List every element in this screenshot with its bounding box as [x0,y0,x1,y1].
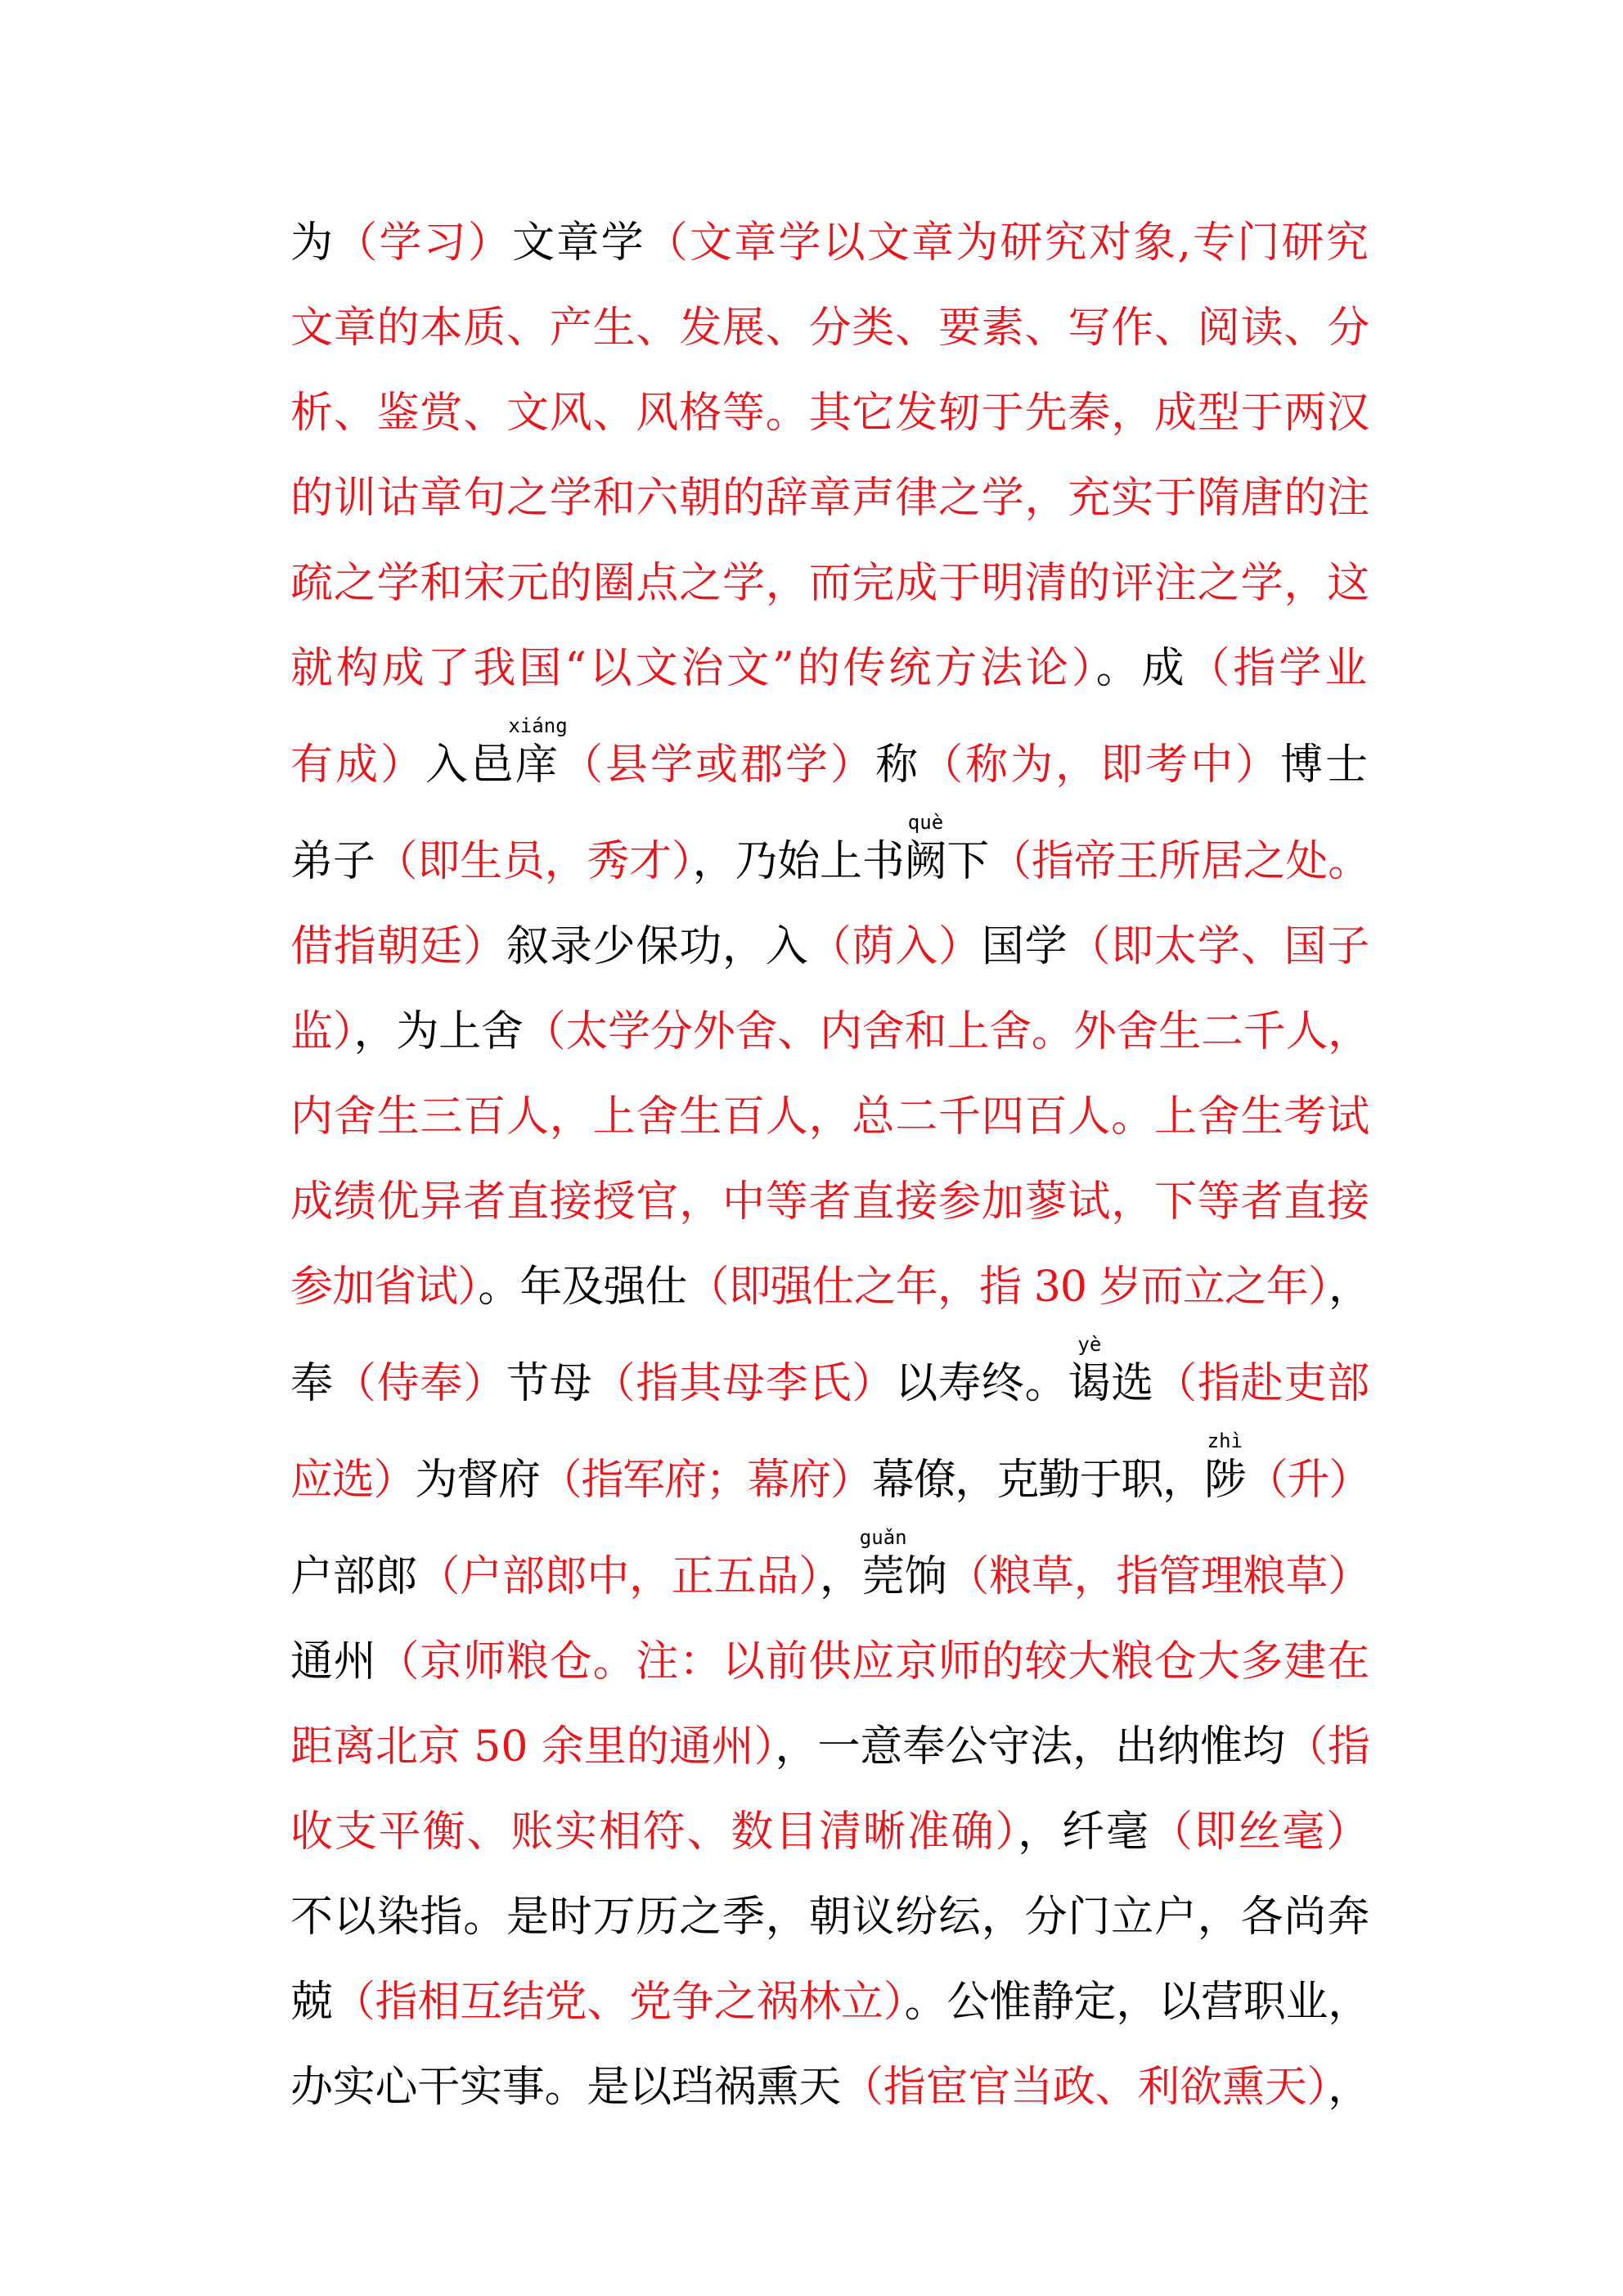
text-line [290,811,1371,904]
annotation-segment: 应选） [290,1456,416,1505]
text-line [290,1790,1370,1875]
text-segment: 文章学 [512,218,645,268]
text-segment: 办实心干实事。是以珰祸熏天 [290,2063,842,2112]
pinyin-annotation: xiáng [508,714,568,737]
ruby-annotated-char [1203,1429,1246,1523]
annotation-segment: （升） [1245,1456,1371,1505]
annotation-segment: （侍奉） [333,1359,507,1408]
text-line [290,1704,1370,1790]
text-segment: ， [820,1552,862,1601]
annotation-segment: 参加省试） [290,1263,479,1312]
annotation-segment: 有成） [290,741,426,790]
text-segment: 陟 [1203,1456,1246,1505]
annotation-segment: （太学分外舍、内舍和上舍。外舍生二千人， [523,1007,1371,1056]
text-line [290,904,1370,989]
annotation-segment: （学习） [335,218,513,268]
text-segment: ，乃始上书 [692,837,905,886]
text-segment: 。成 [1095,644,1188,693]
text-segment: 国学 [981,922,1068,971]
text-segment: 为 [290,218,335,268]
annotation-segment: 文章的本质、产生、发展、分类、要素、写作、阅读、分 [290,304,1371,353]
text-segment: 称 [875,741,921,790]
pinyin-annotation: què [907,811,944,834]
text-segment: ，为上舍 [353,1007,524,1056]
annotation-segment: 内舍生三百人，上舍生百人，总二千四百人。上舍生考试 [290,1092,1371,1141]
annotation-segment: （称为，即考中） [920,741,1281,790]
text-segment: ， [1328,2063,1371,2112]
annotation-segment: （指赴吏部 [1154,1359,1371,1408]
ruby-annotated-char [1068,1333,1112,1426]
text-segment: 阙 [904,837,947,886]
annotation-segment: （即丝毫） [1149,1808,1371,1857]
text-segment: 户部郎 [290,1552,418,1601]
text-line [290,989,1370,1074]
annotation-segment: 析、鉴赏、文风、风格等。其它发轫于先秦，成型于两汉 [290,389,1371,438]
annotation-segment: （指 [1284,1722,1370,1772]
pinyin-annotation: zhì [1207,1429,1243,1452]
annotation-segment: （即太学、国子 [1068,922,1371,971]
annotation-segment: （指相互结党、党争之祸林立） [332,1978,905,2027]
annotation-segment: （指其母李氏） [592,1359,896,1408]
text-line [290,1074,1370,1159]
text-segment: 饷 [904,1552,947,1601]
text-segment: 兢 [290,1978,333,2027]
text-line [290,1159,1370,1245]
text-line [290,1875,1370,1960]
annotation-segment: （粮草，指管理粮草） [946,1552,1371,1601]
annotation-segment: （指学业 [1187,644,1370,693]
text-segment: 。公惟静定，以营职业， [904,1978,1371,2027]
text-segment: 通州 [290,1637,377,1686]
text-line [290,200,1370,286]
annotation-segment: 成绩优异者直接授官，中等者直接参加蓼试，下等者直接 [290,1177,1371,1227]
text-line [290,286,1370,371]
annotation-segment: （指军府；幕府） [539,1456,872,1505]
annotation-segment: （户部郎中，正五品） [417,1552,820,1601]
annotation-segment: 就构成了我国“以文治文”的传统方法论） [290,644,1096,693]
text-segment: 以寿终。 [895,1359,1068,1408]
text-line [290,1333,1371,1426]
annotation-segment: （指帝王所居之处。 [989,837,1371,886]
pinyin-annotation: guǎn [859,1526,907,1549]
ruby-annotated-char [859,1526,907,1619]
annotation-segment: （即强仕之年，指 30 岁而立之年） [686,1263,1329,1312]
text-segment: 选 [1111,1359,1155,1408]
text-segment: 为督府 [415,1456,540,1505]
text-segment: 节母 [506,1359,593,1408]
text-segment: 叙录少保功，入 [506,922,809,971]
pinyin-annotation: yè [1077,1333,1102,1356]
annotation-segment: （京师粮仓。注：以前供应京师的较大粮仓大多建在 [376,1637,1371,1686]
text-line [290,2045,1370,2130]
annotation-segment: 借指朝廷） [290,922,507,971]
text-segment: 幕僚，克勤于职， [871,1456,1204,1505]
text-segment: 下 [946,837,990,886]
text-line [290,1429,1371,1523]
annotation-segment: 收支平衡、账实相符、数目清晰准确） [290,1808,1018,1857]
text-line [290,1960,1370,2045]
text-segment: ，纤毫 [1018,1808,1150,1857]
annotation-segment: （即生员，秀才） [375,837,693,886]
annotation-segment: （指宦官当政、利欲熏天） [841,2063,1329,2112]
text-line [290,1619,1370,1704]
text-segment: 弟子 [290,837,375,886]
text-line [290,541,1370,626]
text-segment: 奉 [290,1359,334,1408]
annotation-segment: 疏之学和宋元的圈点之学，而完成于明清的评注之学，这 [290,559,1371,608]
text-segment: 谒 [1068,1359,1112,1408]
annotation-segment: 的训诂章句之学和六朝的辞章声律之学，充实于隋唐的注 [290,474,1371,523]
text-line [290,1245,1370,1330]
text-segment: 。年及强仕 [478,1263,687,1312]
annotation-segment: 监） [290,1007,354,1056]
text-line [290,626,1370,711]
text-line [290,1526,1371,1619]
ruby-annotated-char [508,714,568,808]
text-segment: 不以染指。是时万历之季，朝议纷纭，分门立户，各尚奔 [290,1893,1371,1942]
annotation-segment: （县学或郡学） [560,741,876,790]
annotation-segment: （荫入） [808,922,982,971]
annotation-segment: （文章学以文章为研究对象,专门研究 [645,218,1371,268]
text-segment: 莞 [861,1552,905,1601]
text-segment: 庠 [515,741,561,790]
ruby-annotated-char [904,811,947,904]
text-line [290,371,1370,456]
body-text [290,200,1370,2130]
annotation-segment: 距离北京 50 余里的通州） [290,1722,776,1772]
text-segment: ，一意奉公守法，出纳惟均 [775,1722,1285,1772]
text-segment: 博士 [1280,741,1371,790]
text-segment: ， [1328,1263,1370,1312]
text-line [290,714,1371,808]
text-segment: 入邑 [425,741,516,790]
text-line [290,456,1370,541]
